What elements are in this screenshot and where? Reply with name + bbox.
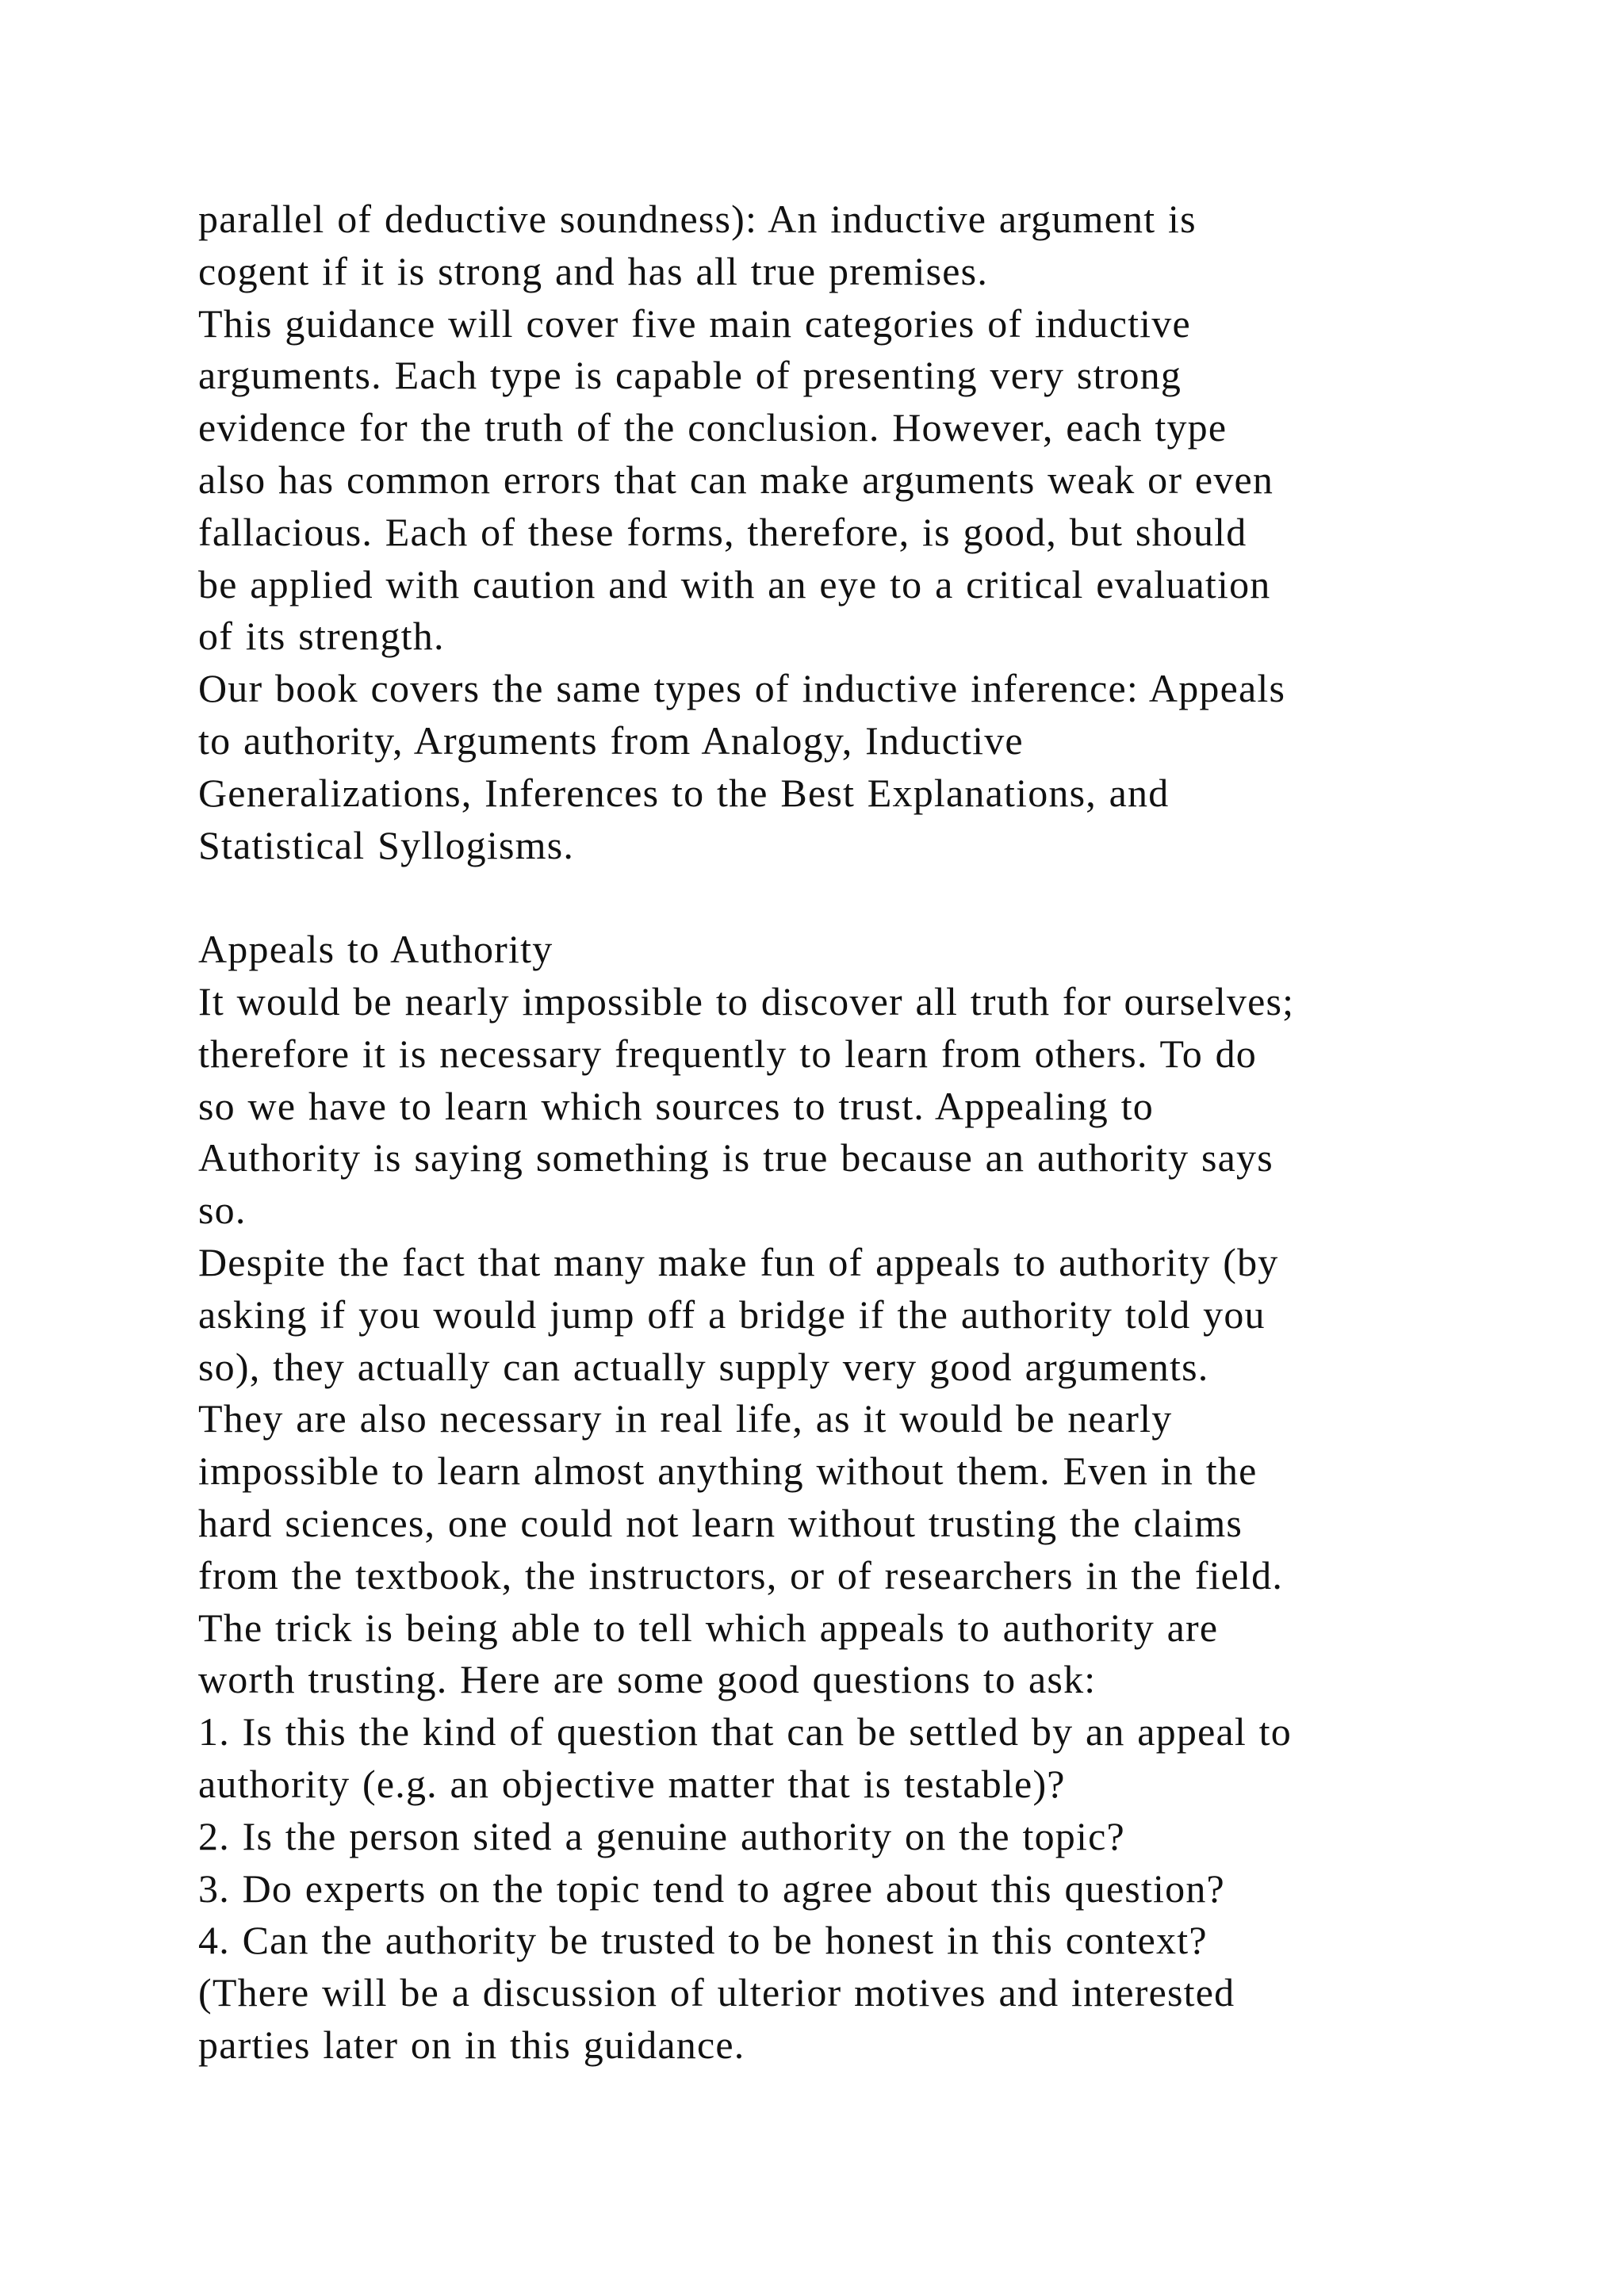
text-line: arguments. Each type is capable of presenting very strong (198, 353, 1182, 398)
text-line: This guidance will cover five main categories of inductive (198, 300, 1191, 346)
text-line: (There will be a discussion of ulterior motives and interested (198, 1970, 1235, 2015)
text-line: Statistical Syllogisms. (198, 822, 575, 867)
list-item: 2. Is the person sited a genuine authority on the topic? (198, 1813, 1125, 1858)
text-line: impossible to learn almost anything without them. Even in the (198, 1448, 1258, 1494)
text-line: fallacious. Each of these forms, therefore, is good, but should (198, 509, 1247, 554)
section-paragraphs (198, 976, 1546, 2072)
text-line: be applied with caution and with an eye to a critical evaluation (198, 561, 1271, 607)
text-line: Generalizations, Inferences to the Best Explanations, and (198, 770, 1170, 815)
text-line: of its strength. (198, 614, 445, 659)
text-line: therefore it is necessary frequently to learn from others. To do (198, 1031, 1258, 1076)
text-line: so we have to learn which sources to trust. Appealing to (198, 1083, 1154, 1128)
text-line: hard sciences, one could not learn without trusting the claims (198, 1500, 1243, 1545)
intro-paragraphs (198, 193, 1546, 871)
list-item: 4. Can the authority be trusted to be honest in this context? (198, 1918, 1208, 1963)
text-line: parallel of deductive soundness): An inductive argument is (198, 197, 1197, 241)
text-line: Our book covers the same types of inductive inference: Appeals (198, 666, 1286, 711)
text-line: from the textbook, the instructors, or of researchers in the field. (198, 1552, 1284, 1598)
text-line: evidence for the truth of the conclusion. However, each type (198, 405, 1228, 450)
section-heading: Appeals to Authority (198, 927, 553, 972)
text-line: worth trusting. Here are some good questions to ask: (198, 1657, 1097, 1702)
text-line: They are also necessary in real life, as it would be nearly (198, 1396, 1173, 1441)
text-line: It would be nearly impossible to discover all truth for ourselves; (198, 978, 1295, 1024)
paragraph-spacer (198, 871, 1546, 924)
text-line: so. (198, 1188, 247, 1233)
document-page (198, 193, 1546, 2072)
text-line: to authority, Arguments from Analogy, Inductive (198, 718, 1024, 763)
text-line: authority (e.g. an objective matter that is testable)? (198, 1761, 1066, 1806)
list-item: 3. Do experts on the topic tend to agree about this question? (198, 1866, 1225, 1911)
text-line: The trick is being able to tell which appeals to authority are (198, 1605, 1219, 1650)
text-line: also has common errors that can make arguments weak or even (198, 457, 1274, 502)
text-line: parties later on in this guidance. (198, 2022, 745, 2067)
text-line: Authority is saying something is true because an authority says (198, 1135, 1274, 1181)
list-item: 1. Is this the kind of question that can be settled by an appeal to (198, 1709, 1292, 1755)
text-line: cogent if it is strong and has all true premises. (198, 248, 989, 293)
text-line: so), they actually can actually supply very good arguments. (198, 1344, 1209, 1389)
text-line: Despite the fact that many make fun of appeals to authority (by (198, 1239, 1279, 1284)
text-line: asking if you would jump off a bridge if the authority told you (198, 1292, 1266, 1337)
